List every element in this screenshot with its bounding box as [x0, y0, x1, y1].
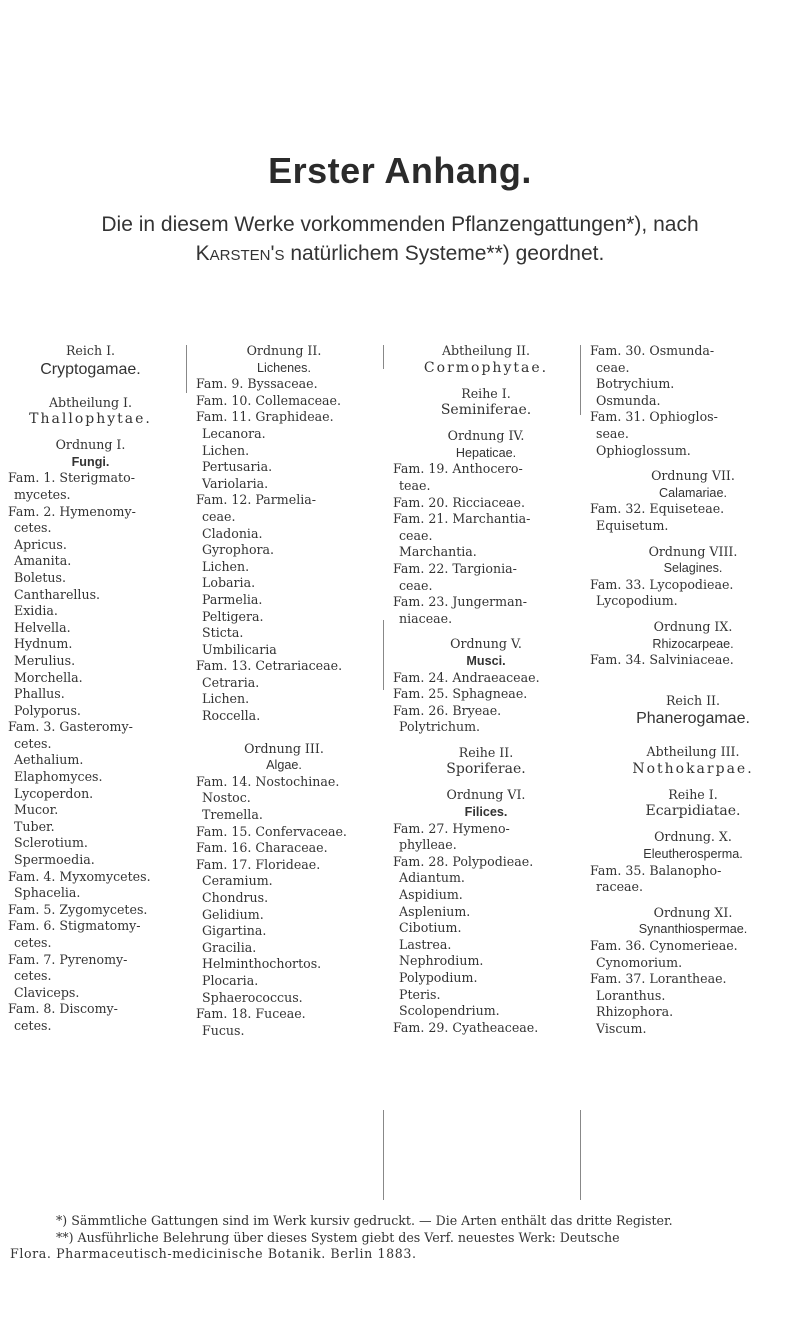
- taxon-entry: Lobaria.: [202, 575, 256, 591]
- taxon-entry: Plocaria.: [202, 972, 259, 988]
- taxon-entry: ceae.: [399, 577, 433, 593]
- taxon-entry: Spermoedia.: [14, 852, 95, 868]
- section-heading: Phanerogamae.: [636, 710, 750, 728]
- section-heading: Ordnung III.: [244, 740, 324, 756]
- intro-line-2-rest: natürlichem Systeme**) geordnet.: [284, 242, 605, 265]
- taxon-entry: Merulius.: [14, 652, 76, 668]
- section-heading: Synanthiospermae.: [638, 922, 748, 937]
- taxon-entry: Marchantia.: [399, 544, 477, 560]
- taxon-entry: Fam. 7. Pyrenomy-: [8, 951, 128, 967]
- taxon-entry: Aethalium.: [14, 752, 84, 768]
- taxon-entry: Fam. 12. Parmelia-: [196, 492, 317, 508]
- section-heading: Ordnung IX.: [653, 618, 733, 634]
- taxon-entry: Helminthochortos.: [202, 956, 322, 972]
- taxon-entry: Ceramium.: [202, 873, 273, 889]
- taxon-entry: seae.: [596, 425, 629, 441]
- taxon-entry: Fam. 8. Discomy-: [8, 1001, 118, 1017]
- section-heading: Abtheilung II.: [441, 343, 531, 358]
- section-heading: Filices.: [464, 805, 508, 820]
- taxon-entry: Elaphomyces.: [14, 769, 103, 785]
- taxon-entry: cetes.: [14, 735, 52, 751]
- taxonomy-column-2: [196, 343, 372, 1039]
- taxon-entry: Asplenium.: [399, 903, 471, 919]
- section-heading: Ordnung VII.: [651, 468, 735, 484]
- column-divider: [580, 1110, 581, 1200]
- section-heading: Calamariae.: [659, 485, 727, 500]
- taxon-entry: Fam. 27. Hymeno-: [393, 820, 510, 836]
- taxon-entry: Morchella.: [14, 669, 83, 685]
- footnote-2-continued: Flora. Pharmaceutisch-medicinische Botanik. Berlin 1883.: [10, 1246, 417, 1261]
- section-heading: Cryptogamae.: [40, 360, 141, 378]
- taxon-entry: Gracilia.: [202, 939, 257, 955]
- taxon-entry: Lastrea.: [399, 936, 452, 952]
- taxon-entry: Cetraria.: [202, 674, 260, 690]
- taxon-entry: Fucus.: [202, 1022, 245, 1038]
- taxon-entry: phylleae.: [399, 837, 457, 853]
- taxon-entry: Fam. 33. Lycopodieae.: [590, 576, 734, 592]
- taxon-entry: Loranthus.: [596, 987, 666, 1003]
- taxon-entry: Sphaerococcus.: [202, 989, 303, 1005]
- taxon-entry: cetes.: [14, 520, 52, 536]
- taxon-entry: Lichen.: [202, 691, 250, 707]
- taxon-entry: Fam. 23. Jungerman-: [393, 594, 527, 610]
- taxon-entry: Hydnum.: [14, 636, 73, 652]
- section-heading: Ecarpidiatae.: [645, 803, 741, 820]
- taxon-entry: Cladonia.: [202, 525, 263, 541]
- taxon-entry: Gigartina.: [202, 923, 267, 939]
- taxon-entry: niaceae.: [399, 610, 453, 626]
- taxon-entry: Mucor.: [14, 802, 59, 818]
- section-heading: Musci.: [466, 653, 506, 668]
- taxon-entry: Fam. 26. Bryeae.: [393, 702, 502, 718]
- taxon-entry: Amanita.: [14, 553, 72, 569]
- footnote-1: *) Sämmtliche Gattungen sind im Werk kursiv gedruckt. — Die Arten enthält das dritte Register.: [56, 1213, 673, 1228]
- section-heading: Fungi.: [71, 454, 110, 469]
- taxon-entry: Gelidium.: [202, 906, 264, 922]
- section-heading: Ordnung II.: [246, 343, 322, 358]
- taxon-entry: Lycopodium.: [596, 593, 678, 609]
- taxon-entry: Roccella.: [202, 708, 261, 724]
- section-heading: Reihe II.: [458, 744, 514, 760]
- taxon-entry: Polypodium.: [399, 970, 478, 985]
- taxon-entry: Botrychium.: [596, 376, 675, 392]
- section-heading: Selagines.: [663, 561, 723, 576]
- taxon-entry: Fam. 24. Andraeaceae.: [393, 669, 540, 685]
- section-heading: Cormophytae.: [423, 359, 549, 376]
- intro-line-2: [0, 239, 800, 268]
- taxon-entry: Umbilicaria: [202, 641, 277, 657]
- taxon-entry: Fam. 4. Myxomycetes.: [8, 868, 151, 884]
- taxon-entry: Sclerotium.: [14, 835, 88, 851]
- taxon-entry: Fam. 18. Fuceae.: [196, 1006, 306, 1022]
- taxon-entry: Sticta.: [202, 625, 244, 641]
- taxon-entry: ceae.: [596, 359, 630, 375]
- taxon-entry: Fam. 19. Anthocero-: [393, 461, 523, 477]
- section-heading: Sporiferae.: [446, 761, 526, 778]
- taxonomy-column-3: [393, 343, 579, 1036]
- taxon-entry: Fam. 22. Targionia-: [393, 560, 517, 576]
- column-divider: [383, 620, 384, 690]
- taxon-entry: mycetes.: [14, 486, 71, 502]
- taxon-entry: Lecanora.: [202, 425, 266, 441]
- taxon-entry: Tuber.: [14, 818, 55, 834]
- taxon-entry: Boletus.: [14, 569, 66, 585]
- taxon-entry: Fam. 15. Confervaceae.: [196, 823, 347, 839]
- taxon-entry: Fam. 10. Collemaceae.: [196, 392, 342, 408]
- taxon-entry: cetes.: [14, 968, 52, 984]
- section-heading: Seminiferae.: [440, 402, 532, 419]
- column-divider: [580, 345, 581, 415]
- taxon-entry: cetes.: [14, 935, 52, 950]
- section-heading: Ordnung IV.: [447, 428, 525, 444]
- section-heading: Reihe I.: [668, 786, 718, 802]
- taxon-entry: Scolopendrium.: [399, 1003, 500, 1019]
- taxon-entry: Fam. 2. Hymenomy-: [8, 503, 136, 519]
- section-heading: Reihe I.: [461, 385, 511, 401]
- footnote-2: **) Ausführliche Belehrung über dieses System giebt des Verf. neuestes Werk: Deutsche: [56, 1229, 620, 1245]
- taxon-entry: cetes.: [14, 1017, 52, 1033]
- taxon-entry: Viscum.: [596, 1021, 647, 1036]
- section-heading: Thallophytae.: [29, 411, 152, 428]
- section-heading: Nothokarpae.: [632, 760, 754, 777]
- taxon-entry: Fam. 9. Byssaceae.: [196, 376, 318, 392]
- taxonomy-column-4: [590, 343, 796, 1038]
- taxon-entry: Equisetum.: [596, 517, 669, 533]
- taxon-entry: Lycoperdon.: [14, 785, 94, 801]
- taxon-entry: Ophioglossum.: [596, 442, 691, 458]
- taxon-entry: Adiantum.: [399, 870, 465, 886]
- footnotes: [10, 1213, 790, 1263]
- taxon-entry: Fam. 34. Salviniaceae.: [590, 652, 734, 668]
- section-heading: Ordnung. X.: [654, 829, 732, 845]
- section-heading: Ordnung VIII.: [648, 543, 738, 559]
- taxon-entry: Fam. 36. Cynomerieae.: [590, 938, 738, 954]
- taxon-entry: Fam. 14. Nostochinae.: [196, 773, 340, 789]
- taxon-entry: Fam. 6. Stigmatomy-: [8, 918, 141, 934]
- taxon-entry: Fam. 16. Characeae.: [196, 840, 328, 856]
- section-heading: Hepaticae.: [455, 445, 517, 460]
- section-heading: Reich II.: [665, 692, 721, 708]
- taxon-entry: Polytrichum.: [399, 719, 481, 735]
- taxon-entry: Nostoc.: [202, 790, 251, 806]
- section-heading: Ordnung V.: [450, 636, 522, 652]
- section-heading: Algae.: [266, 758, 302, 773]
- section-heading: Eleutherosperma.: [643, 847, 743, 862]
- author-name: Karsten's: [195, 242, 285, 265]
- taxon-entry: Apricus.: [14, 536, 67, 552]
- column-divider: [186, 345, 187, 393]
- taxon-entry: Fam. 13. Cetrariaceae.: [196, 658, 343, 674]
- column-divider: [383, 345, 384, 369]
- taxon-entry: Variolaria.: [202, 475, 269, 491]
- taxon-entry: Fam. 21. Marchantia-: [393, 511, 531, 527]
- taxon-entry: Fam. 1. Sterigmato-: [8, 470, 135, 486]
- taxon-entry: Fam. 37. Lorantheae.: [590, 971, 727, 987]
- taxon-entry: Fam. 35. Balanopho-: [590, 862, 722, 878]
- taxon-entry: Phallus.: [14, 686, 65, 702]
- section-heading: Ordnung I.: [55, 437, 126, 453]
- taxon-entry: Cibotium.: [399, 920, 462, 936]
- taxon-entry: Peltigera.: [202, 608, 264, 624]
- column-divider: [383, 1110, 384, 1200]
- taxon-entry: Helvella.: [14, 619, 71, 635]
- section-heading: Ordnung XI.: [653, 904, 733, 920]
- taxon-entry: Nephrodium.: [399, 953, 484, 969]
- taxon-entry: Tremella.: [202, 807, 263, 823]
- taxon-entry: Fam. 17. Florideae.: [196, 856, 321, 872]
- taxon-entry: Fam. 20. Ricciaceae.: [393, 494, 525, 510]
- taxonomy-column-1: [8, 343, 173, 1035]
- taxon-entry: Lichen.: [202, 442, 250, 458]
- taxon-entry: Claviceps.: [14, 984, 80, 1000]
- taxon-entry: Cynomorium.: [596, 954, 683, 970]
- taxon-entry: ceae.: [399, 527, 433, 543]
- intro-heading: [0, 210, 800, 268]
- taxon-entry: Fam. 32. Equiseteae.: [590, 501, 725, 517]
- taxon-entry: Osmunda.: [596, 392, 661, 408]
- taxon-entry: Fam. 25. Sphagneae.: [393, 686, 528, 702]
- section-heading: Abtheilung I.: [48, 394, 133, 410]
- taxon-entry: teae.: [399, 477, 431, 493]
- taxon-entry: Fam. 11. Graphideae.: [196, 409, 334, 425]
- taxon-entry: Sphacelia.: [14, 885, 81, 901]
- taxon-entry: Pteris.: [399, 986, 441, 1002]
- section-heading: Rhizocarpeae.: [652, 636, 734, 651]
- section-heading: Abtheilung III.: [646, 744, 740, 760]
- section-heading: Reich I.: [65, 343, 116, 358]
- taxon-entry: Fam. 5. Zygomycetes.: [8, 901, 148, 917]
- taxon-entry: Gyrophora.: [202, 542, 275, 558]
- taxon-entry: Chondrus.: [202, 890, 269, 905]
- taxon-entry: ceae.: [202, 508, 236, 524]
- taxon-entry: Fam. 30. Osmunda-: [590, 343, 715, 358]
- section-heading: Lichenes.: [257, 360, 311, 375]
- taxon-entry: Fam. 31. Ophioglos-: [590, 409, 718, 425]
- taxon-entry: Fam. 29. Cyatheaceae.: [393, 1019, 539, 1035]
- taxon-entry: raceae.: [596, 879, 643, 895]
- taxon-entry: Fam. 3. Gasteromy-: [8, 719, 133, 735]
- taxon-entry: Polyporus.: [14, 702, 81, 718]
- intro-line-1: Die in diesem Werke vorkommenden Pflanzengattungen*), nach: [101, 213, 699, 236]
- taxon-entry: Lichen.: [202, 558, 250, 574]
- taxon-entry: Cantharellus.: [14, 586, 101, 602]
- taxon-entry: Fam. 28. Polypodieae.: [393, 853, 534, 869]
- taxon-entry: Rhizophora.: [596, 1004, 674, 1020]
- taxon-entry: Parmelia.: [202, 591, 263, 607]
- taxon-entry: Pertusaria.: [202, 459, 273, 475]
- taxon-entry: Exidia.: [14, 603, 58, 619]
- taxon-entry: Aspidium.: [399, 887, 463, 903]
- section-heading: Ordnung VI.: [446, 787, 526, 803]
- page-title: Erster Anhang.: [268, 150, 532, 191]
